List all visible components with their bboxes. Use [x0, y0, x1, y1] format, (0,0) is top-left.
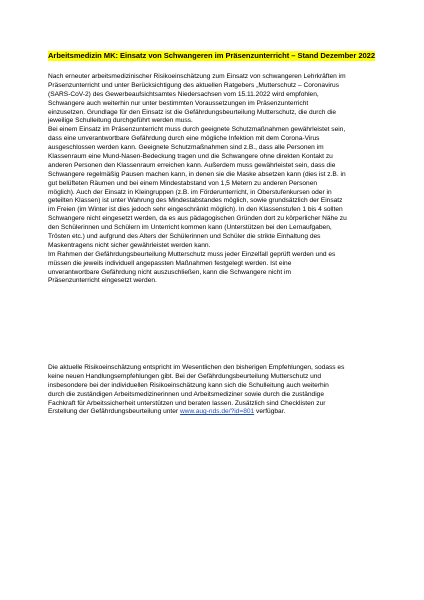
- text-line: müssen die jeweils individuell angepassten Maßnahmen festgelegt werden. Ist eine: [48, 259, 292, 267]
- text-line: Schwangere nicht eingesetzt werden, da es aus pädagogischen Gründen dort zu körperlicher Nähe zu: [48, 215, 347, 223]
- text-line: gut belüfteten Räumen und bei einem Mindestabstand von 1,5 Metern zu anderen Personen: [48, 179, 318, 187]
- text-fragment: verfügbar.: [254, 408, 286, 416]
- text-line: Klassenraum eine Mund-Nasen-Bedeckung tragen und die Schwangere ohne direkten Kontakt zu: [48, 153, 333, 161]
- text-line: dass eine unverantwortbare Gefährdung durch eine mögliche Infektion mit dem Corona-Virus: [48, 135, 320, 143]
- text-line: jeweilige Schulleitung durchgeführt werden muss.: [48, 117, 193, 125]
- text-line: Präsenzunterricht und unter Berücksichtigung des aktuellen Ratgebers „Mutterschutz – Coronavirus: [48, 81, 340, 89]
- text-fragment: Erstellung der Gefährdungsbeurteilung unter: [48, 408, 180, 416]
- text-line: im Freien (im Winter ist dies jedoch sehr eingeschränkt möglich). In den Klassenstufen 1 bis 4 sollten: [48, 206, 343, 214]
- document-title: Arbeitsmedizin MK: Einsatz von Schwangeren im Präsenzunterricht – Stand Dezember 2022: [48, 51, 376, 60]
- text-line: Maskentragens nicht sicher gewährleistet werden kann.: [48, 241, 211, 249]
- paragraph-risk-assessment: [48, 73, 384, 286]
- text-line: den Schülerinnen und Schülern im Unterricht kommen kann (Unterstützen bei den Lernaufgaben,: [48, 224, 332, 232]
- text-line: geteilten Klassen) ist unter Wahrung des Mindestabstandes möglich, sowie grundsätzlich der Einsatz: [48, 197, 343, 205]
- text-line: anderen Personen den Klassenraum erreichen kann. Außerdem muss gewährleistet sein, dass die: [48, 161, 336, 169]
- paragraph-recommendations: [48, 364, 384, 417]
- text-line: Bei einem Einsatz im Präsenzunterricht muss durch geeignete Schutzmaßnahmen gewährleistet sein,: [48, 126, 346, 134]
- text-line: ausgeschlossen werden kann. Geeignete Schutzmaßnahmen sind z.B., dass alle Personen im: [48, 144, 324, 152]
- text-line: insbesondere bei der individuellen Risikoeinschätzung kann sich die Schulleitung auch weiterhin: [48, 381, 329, 389]
- text-line: Fachkraft für Arbeitssicherheit unterstützen und beraten lassen. Zusätzlich sind Checklisten zur: [48, 399, 326, 407]
- text-line: durch die zuständigen Arbeitsmedizinerinnen und Arbeitsmediziner sowie durch die zuständige: [48, 390, 325, 398]
- text-line: Im Rahmen der Gefährdungsbeurteilung Mutterschutz muss jeder Einzelfall geprüft werden und es: [48, 250, 336, 258]
- text-line: Trösten etc.) und aufgrund des Alters der Schülerinnen und Schüler die strikte Einhaltung des: [48, 233, 321, 241]
- text-line: möglich). Auch der Einsatz in Kleingruppen (z.B. im Förderunterricht, in Oberstufenkursen oder in: [48, 188, 332, 196]
- text-line: Schwangere regelmäßig Pausen machen kann, in denen sie die Maske absetzen kann (dies ist z.B. in: [48, 170, 346, 178]
- text-line: (SARS-CoV-2) des Gewerbeaufsichtsamtes Niedersachsen vom 15.11.2022 wird empfohlen,: [48, 90, 319, 98]
- text-line-with-link: [48, 408, 384, 417]
- text-line: Präsenzunterricht eingesetzt werden.: [48, 277, 157, 285]
- text-line: keine neuen Handlungsempfehlungen gibt. Bei der Gefährdungsbeurteilung Mutterschutz und: [48, 372, 322, 380]
- text-line: einzusetzen. Grundlage für den Einsatz ist die Gefährdungsbeurteilung Mutterschutz, die durch die: [48, 108, 337, 116]
- text-line: Die aktuelle Risikoeinschätzung entspricht im Wesentlichen den bisherigen Empfehlungen, sodass es: [48, 364, 345, 371]
- text-line: Nach erneuter arbeitsmedizinischer Risikoeinschätzung zum Einsatz von schwangeren Lehrkräften im: [48, 73, 346, 80]
- checklist-link[interactable]: www.aug-nds.de/?id=801: [179, 408, 255, 416]
- text-line: unverantwortbare Gefährdung nicht auszuschließen, kann die Schwangere nicht im: [48, 268, 292, 276]
- text-line: Schwangere auch weiterhin nur unter bestimmten Voraussetzungen im Präsenzunterricht: [48, 99, 309, 107]
